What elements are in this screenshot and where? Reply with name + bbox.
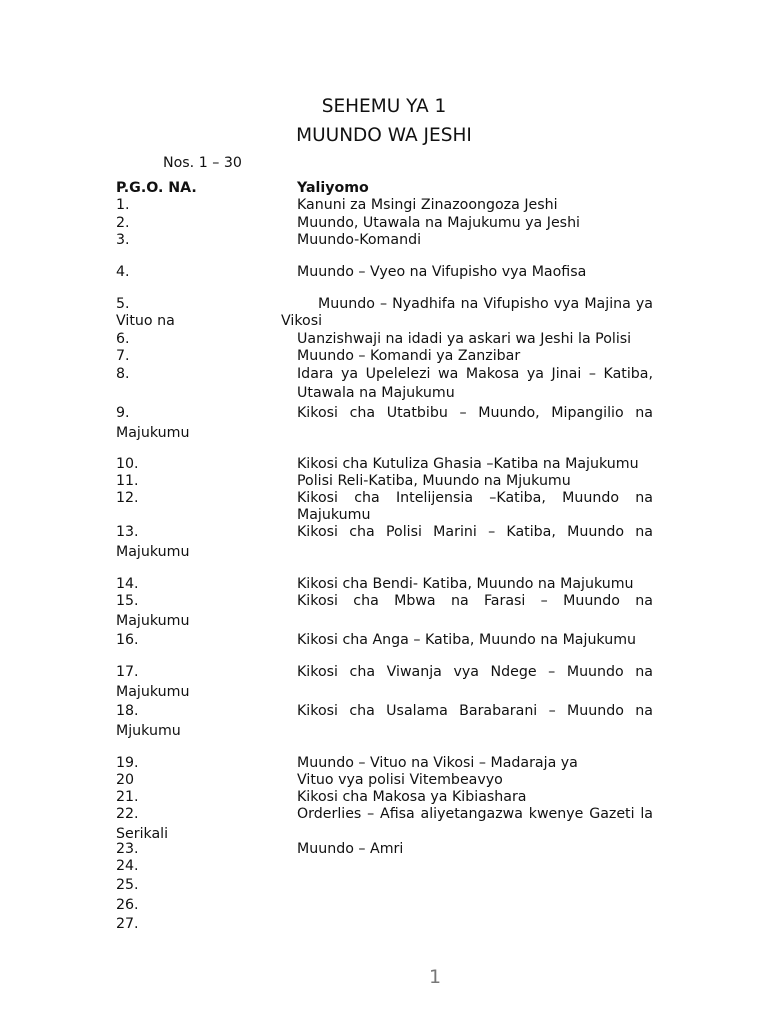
item-title-wrap-right: Vikosi [281,313,323,329]
item-number: 8. [116,366,130,382]
item-number: 20 [116,772,135,788]
item-title-continuation: Majukumu [297,507,371,523]
item-number: 3. [116,232,130,248]
item-title-wrap: Majukumu [116,613,190,629]
item-title: Muundo – Vyeo na Vifupisho vya Maofisa [297,264,587,280]
item-number: 7. [116,348,130,364]
item-title-wrap: Majukumu [116,425,190,441]
item-title: Muundo – Komandi ya Zanzibar [297,348,521,364]
item-title: Kikosi cha Makosa ya Kibiashara [297,789,527,805]
item-title: Kikosi cha Intelijensia –Katiba, Muundo na [297,490,653,506]
item-number: 15. [116,593,139,609]
item-title-wrap: Majukumu [116,544,190,560]
item-number: 6. [116,331,130,347]
item-number: 4. [116,264,130,280]
item-number: 2. [116,215,130,231]
item-number: 25. [116,877,139,893]
item-title: Kikosi cha Mbwa na Farasi – Muundo na [297,593,653,609]
item-title: Kikosi cha Usalama Barabarani – Muundo na [297,703,653,719]
item-title-continuation: Utawala na Majukumu [297,385,455,401]
item-title-wrap: Mjukumu [116,723,181,739]
item-title: Muundo – Vituo na Vikosi – Madaraja ya [297,755,578,771]
item-title-wrap: Vituo na [116,313,175,329]
item-title: Kikosi cha Anga – Katiba, Muundo na Majukumu [297,632,637,648]
item-number: 5. [116,296,130,312]
item-number: 13. [116,524,139,540]
item-title: Kikosi cha Polisi Marini – Katiba, Muundo na [297,524,653,540]
item-title: Muundo-Komandi [297,232,422,248]
item-number: 17. [116,664,139,680]
item-number: 22. [116,806,139,822]
item-title-wrap: Majukumu [116,684,190,700]
item-title: Muundo, Utawala na Majukumu ya Jeshi [297,215,581,231]
item-number: 27. [116,916,139,932]
item-number: 14. [116,576,139,592]
item-title: Kikosi cha Kutuliza Ghasia –Katiba na Majukumu [297,456,639,472]
item-number: 9. [116,405,130,421]
page-number: 1 [428,966,442,988]
item-title: Kikosi cha Viwanja vya Ndege – Muundo na [297,664,653,680]
item-title: Muundo – Nyadhifa na Vifupisho vya Majina ya [318,296,653,312]
item-number: 21. [116,789,139,805]
item-title: Vituo vya polisi Vitembeavyo [297,772,503,788]
range-label: Nos. 1 – 30 [163,155,242,171]
section-title: SEHEMU YA 1 [321,96,447,117]
item-number: 1. [116,197,130,213]
column-header-number: P.G.O. NA. [116,180,197,196]
item-number: 10. [116,456,139,472]
item-title: Kanuni za Msingi Zinazoongoza Jeshi [297,197,558,213]
section-subtitle: MUUNDO WA JESHI [296,125,472,146]
item-title: Muundo – Amri [297,841,404,857]
item-title: Kikosi cha Utatbibu – Muundo, Mipangilio na [297,405,653,421]
column-header-content: Yaliyomo [297,180,369,196]
item-number: 11. [116,473,139,489]
item-title: Idara ya Upelelezi wa Makosa ya Jinai – Katiba, [297,366,653,382]
item-number: 19. [116,755,139,771]
item-title: Kikosi cha Bendi- Katiba, Muundo na Majukumu [297,576,634,592]
item-title-wrap: Serikali [116,826,169,842]
item-number: 16. [116,632,139,648]
item-number: 26. [116,897,139,913]
item-number: 18. [116,703,139,719]
item-title: Uanzishwaji na idadi ya askari wa Jeshi la Polisi [297,331,632,347]
item-number: 12. [116,490,139,506]
item-title: Orderlies – Afisa aliyetangazwa kwenye Gazeti la [297,806,653,822]
item-title: Polisi Reli-Katiba, Muundo na Mjukumu [297,473,571,489]
item-number: 24. [116,858,139,874]
item-number: 23. [116,841,139,857]
